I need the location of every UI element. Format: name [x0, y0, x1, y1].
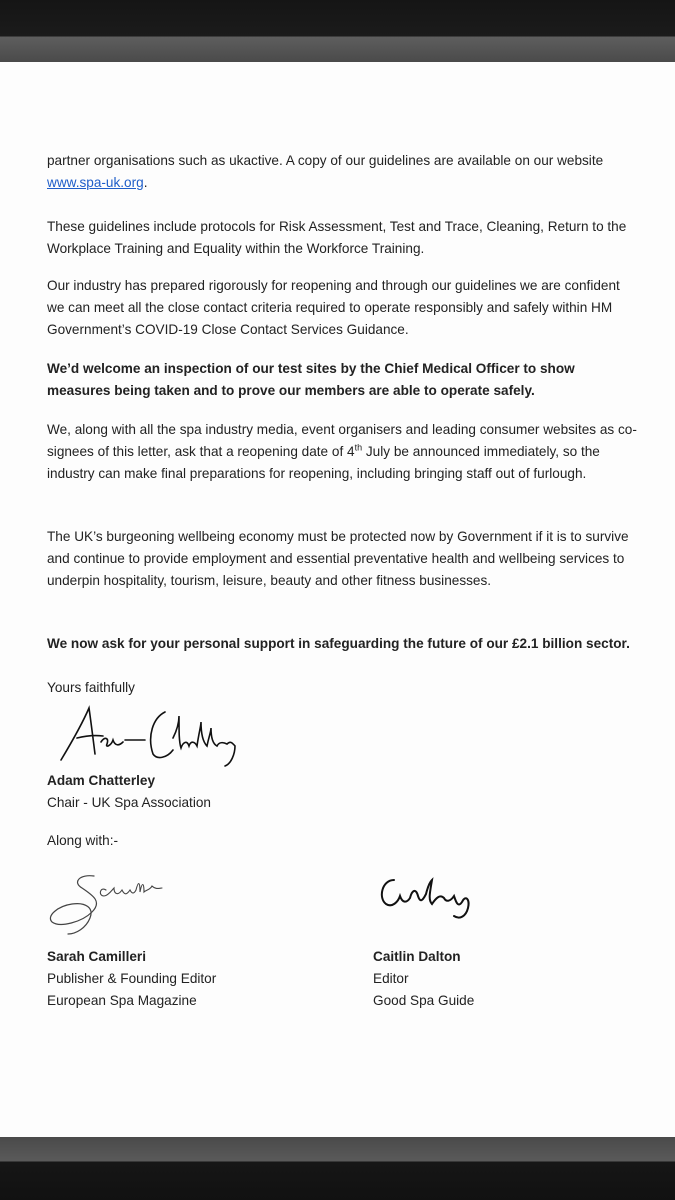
- along-with: Along with:-: [47, 833, 119, 848]
- paragraph-reopening-date: [47, 419, 637, 485]
- website-link[interactable]: www.spa-uk.org: [47, 175, 144, 190]
- paragraph-text: partner organisations such as ukactive. A copy of our guidelines are available on our website: [47, 153, 604, 168]
- bottom-bar: [0, 1137, 675, 1200]
- paragraph-text: July be announced immediately, so the industry can make final preparations for reopening, including bringing staff out of furlough.: [47, 444, 600, 481]
- signatory-role: Publisher & Founding Editor: [47, 971, 217, 986]
- signatory-org: Good Spa Guide: [373, 993, 475, 1008]
- signatory-name: Sarah Camilleri: [47, 949, 146, 964]
- paragraph-support: We now ask for your personal support in safeguarding the future of our £2.1 billion sector.: [47, 636, 630, 651]
- paragraph-text: We, along with all the spa industry media, event organisers and leading consumer websites as co-signees of this letter, ask that a reopening date of 4: [47, 422, 637, 459]
- paragraph-guidelines-link: [47, 150, 637, 194]
- top-bar: [0, 0, 675, 62]
- signatory-left: [47, 946, 216, 1012]
- signature-caitlin-dalton: [372, 872, 482, 924]
- signature-adam-chatterley: [55, 702, 245, 770]
- paragraph-inspection: We’d welcome an inspection of our test sites by the Chief Medical Officer to show measures being taken and to prove our members are able to operate safely.: [47, 361, 575, 398]
- signatory-role: Editor: [373, 971, 409, 986]
- closing: Yours faithfully: [47, 680, 135, 695]
- paragraph-preparation: Our industry has prepared rigorously for reopening and through our guidelines we are confident we can meet all the close contact criteria required to operate responsibly and safely within HM Government’s COVID-19 Close Contact Services Guidance.: [47, 278, 620, 337]
- period: .: [143, 175, 148, 190]
- superscript: th: [354, 442, 363, 453]
- signatory-right: [373, 946, 474, 1012]
- paragraph-economy: The UK’s burgeoning wellbeing economy must be protected now by Government if it is to survive and continue to provide employment and essential preventative health and wellbeing services to underpin hospitality, tourism, leisure, beauty and other fitness businesses.: [47, 529, 629, 588]
- signatory-main: [47, 770, 211, 814]
- signatory-name: Caitlin Dalton: [373, 949, 461, 964]
- signatory-role: Chair - UK Spa Association: [47, 795, 211, 810]
- paragraph-protocols: These guidelines include protocols for Risk Assessment, Test and Trace, Cleaning, Return to the Workplace Training and Equality within the Workforce Training.: [47, 219, 627, 256]
- signatory-org: European Spa Magazine: [47, 993, 197, 1008]
- signature-sarah-camilleri: [42, 868, 202, 940]
- signatory-name: Adam Chatterley: [47, 773, 156, 788]
